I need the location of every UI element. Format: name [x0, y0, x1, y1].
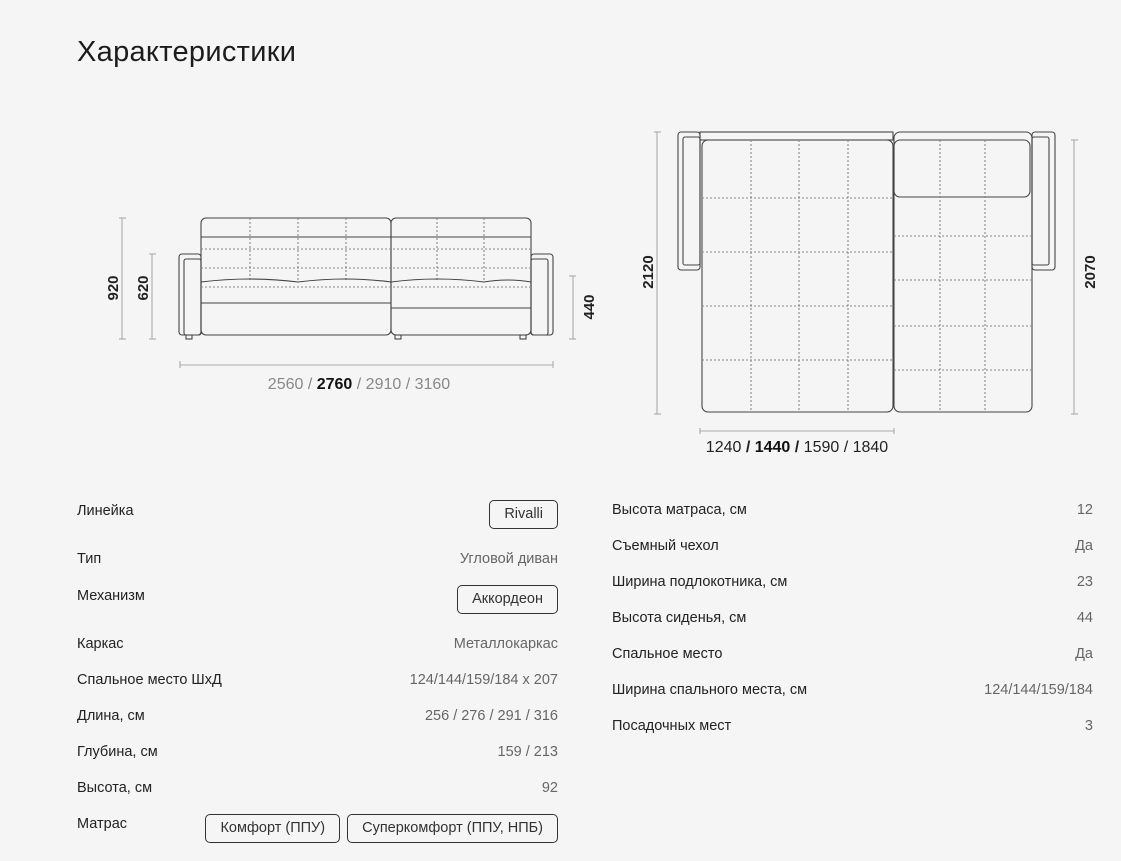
spec-value: 159 / 213 [497, 744, 558, 760]
top-width-3: 1590 [803, 439, 840, 456]
spec-row-removable-cover [612, 538, 1093, 554]
spec-value: 92 [541, 780, 558, 796]
spec-value: 12 [1076, 502, 1093, 518]
spec-value: 124/144/159/184 x 207 [409, 672, 558, 688]
front-height-seat-label: 440 [581, 294, 598, 320]
front-width-sep-2: / [352, 376, 366, 393]
spec-label: Высота матраса, см [612, 502, 747, 518]
spec-row-mattress [77, 814, 558, 843]
mattress-options [205, 814, 558, 843]
spec-label: Тип [77, 551, 102, 567]
top-width-4: 1840 [852, 439, 889, 456]
spec-row-seat-height [612, 610, 1093, 626]
spec-row-mechanism [77, 585, 558, 614]
front-width-3: 2910 [365, 376, 402, 393]
spec-row-sleeping-place [612, 646, 1093, 662]
spec-row-seats [612, 718, 1093, 734]
top-width-sep-2: / [790, 439, 804, 456]
spec-value: Да [1075, 646, 1093, 662]
front-width-options [268, 376, 451, 393]
spec-label: Матрас [77, 816, 128, 832]
series-link-pill[interactable]: Rivalli [489, 500, 558, 529]
top-view-drawing [654, 132, 1078, 434]
spec-value: Металлокаркас [453, 636, 558, 652]
spec-label: Спальное место [612, 646, 723, 662]
spec-label: Глубина, см [77, 744, 158, 760]
spec-label: Линейка [77, 503, 134, 519]
mattress-option-supercomfort[interactable]: Суперкомфорт (ППУ, НПБ) [347, 814, 558, 843]
spec-row-mattress-height [612, 502, 1093, 518]
spec-label: Длина, см [77, 708, 145, 724]
front-width-sep-1: / [303, 376, 317, 393]
spec-row-height [77, 780, 558, 796]
spec-label: Съемный чехол [612, 538, 719, 554]
front-view-drawing [119, 218, 576, 368]
spec-value: 44 [1076, 610, 1093, 626]
spec-row-depth [77, 744, 558, 760]
mechanism-link-pill[interactable]: Аккордеон [457, 585, 558, 614]
spec-label: Спальное место ШхД [77, 672, 222, 688]
spec-row-armrest-width [612, 574, 1093, 590]
spec-row-length [77, 708, 558, 724]
mattress-option-comfort[interactable]: Комфорт (ППУ) [205, 814, 340, 843]
top-width-sep-1: / [741, 439, 755, 456]
spec-label: Высота сиденья, см [612, 610, 747, 626]
spec-value: 3 [1084, 718, 1093, 734]
spec-label: Каркас [77, 636, 124, 652]
front-width-4: 3160 [414, 376, 451, 393]
top-width-sep-3: / [839, 439, 853, 456]
front-height-back-label: 620 [135, 275, 152, 301]
spec-row-frame [77, 636, 558, 652]
spec-value: 124/144/159/184 [984, 682, 1093, 698]
spec-value: Да [1075, 538, 1093, 554]
specs-right [612, 502, 1093, 742]
top-depth-left-label: 2120 [640, 255, 657, 289]
spec-row-sleep-size [77, 672, 558, 688]
spec-label: Ширина подлокотника, см [612, 574, 788, 590]
front-width-sep-3: / [401, 376, 415, 393]
top-width-options [706, 439, 889, 456]
front-width-1: 2560 [267, 376, 304, 393]
spec-label: Высота, см [77, 780, 153, 796]
spec-label: Ширина спального места, см [612, 682, 808, 698]
top-width-1: 1240 [705, 439, 742, 456]
specs-left [77, 500, 558, 850]
top-depth-right-label: 2070 [1082, 255, 1099, 289]
spec-label: Посадочных мест [612, 718, 732, 734]
spec-value: Угловой диван [459, 551, 558, 567]
front-height-total-label: 920 [105, 275, 122, 301]
spec-value: 256 / 276 / 291 / 316 [424, 708, 558, 724]
spec-row-line [77, 500, 558, 529]
spec-value: 23 [1076, 574, 1093, 590]
top-width-2-selected: 1440 [754, 439, 791, 456]
front-width-2-selected: 2760 [316, 376, 353, 393]
page-title: Характеристики [77, 36, 297, 68]
spec-row-type [77, 551, 558, 567]
spec-label: Механизм [77, 588, 145, 604]
spec-row-sleep-width [612, 682, 1093, 698]
